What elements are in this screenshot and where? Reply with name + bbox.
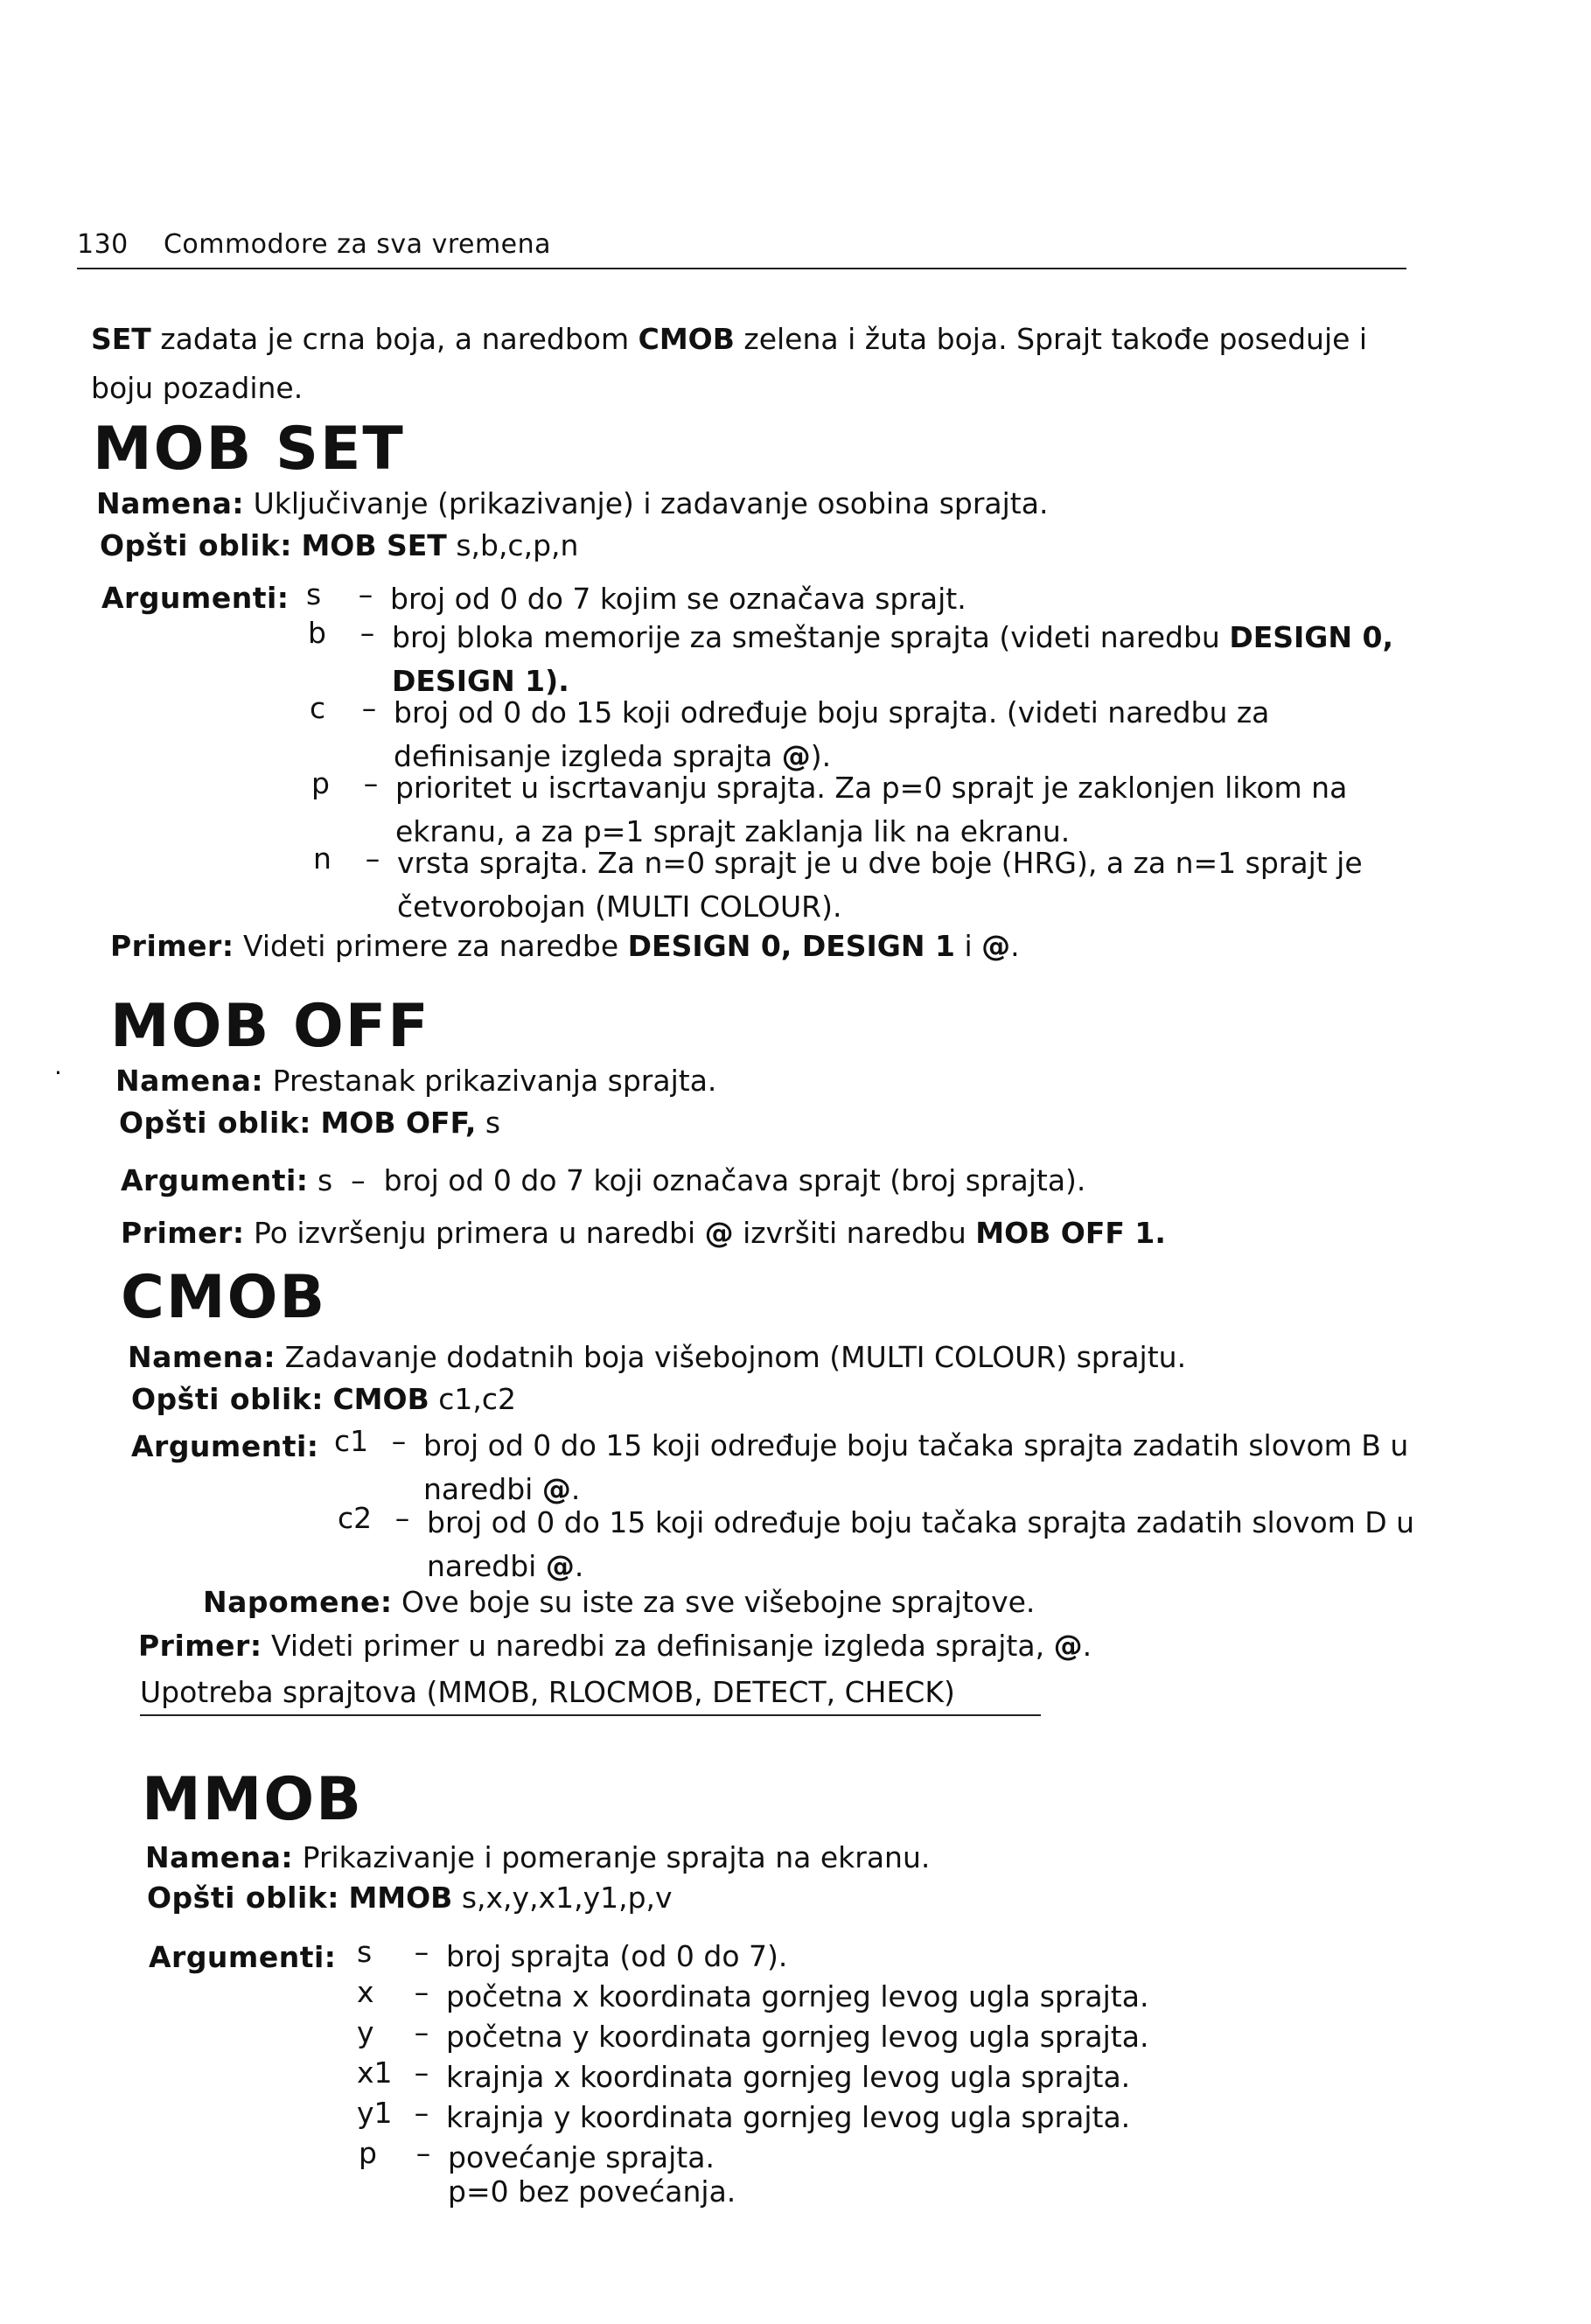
- namena-label: Namena:: [115, 1064, 264, 1098]
- mmob-extra-line: p=0 bez povećanja.: [448, 2174, 736, 2209]
- arg-text-end: ).: [810, 739, 832, 773]
- opsti-args: s: [485, 1106, 501, 1140]
- primer-text: Po izvršenju primera u naredbi: [254, 1216, 705, 1250]
- mmob-arg-y: y – početna y koordinata gornjeg levog ugla sprajta.: [357, 2015, 1148, 2059]
- opsti-label: Opšti oblik:: [100, 528, 292, 562]
- napomene-text: Ove boje su iste za sve višebojne sprajtove.: [401, 1585, 1036, 1619]
- arg-key: y1: [357, 2096, 393, 2130]
- namena-label: Namena:: [96, 486, 245, 520]
- cmob-arg-c2: c2 – broj od 0 do 15 koji određuje boju tačaka sprajta zadatih slovom D u naredbi @.: [338, 1501, 1466, 1588]
- mob-set-opsti: [100, 528, 578, 562]
- opsti-command: MOB SET: [301, 528, 447, 562]
- mob-set-argumenti-label: [101, 581, 289, 615]
- cmob-opsti: [131, 1382, 516, 1416]
- mmob-arg-s: s – broj sprajta (od 0 do 7).: [357, 1935, 787, 1979]
- namena-text: Uključivanje (prikazivanje) i zadavanje osobina sprajta.: [253, 486, 1049, 520]
- arg-key: b: [308, 616, 326, 650]
- primer-label: Primer:: [110, 929, 234, 963]
- page-header: [77, 229, 1406, 260]
- arg-key: c2: [338, 1501, 373, 1535]
- argumenti-label: Argumenti:: [101, 581, 290, 615]
- mmob-heading: MMOB: [142, 1765, 363, 1834]
- arg-text: broj od 0 do 15 koji određuje boju sprajta. (videti naredbu za definisanje izgleda sprajta: [394, 695, 1270, 773]
- arg-text: broj bloka memorije za smeštanje sprajta (videti naredbu: [392, 620, 1230, 654]
- primer-text: Videti primere za naredbe: [243, 929, 628, 963]
- arg-text: prioritet u iscrtavanju sprajta. Za p=0 sprajt je zaklonjen likom na ekranu, a za p=1 sprajt zaklanja lik na ekranu.: [395, 771, 1348, 848]
- arg-text: broj od 0 do 15 koji određuje boju tačaka sprajta zadatih slovom B u naredbi: [423, 1428, 1409, 1506]
- opsti-args: c1,c2: [438, 1382, 516, 1416]
- mob-off-heading: MOB OFF: [110, 992, 430, 1061]
- arg-text-wrap: [423, 1424, 1438, 1511]
- mob-set-arg-p: p – prioritet u iscrtavanju sprajta. Za p=0 sprajt je zaklonjen likom na ekranu, a za p=1 sprajt zaklanja lik na ekranu.: [311, 766, 1440, 854]
- arg-text-wrap: [427, 1501, 1441, 1588]
- primer-end: .: [1010, 929, 1020, 963]
- napomene-label: Napomene:: [203, 1585, 393, 1619]
- book-title: Commodore za sva vremena: [163, 229, 552, 260]
- mob-set-arg-c: c – broj od 0 do 15 koji određuje boju sprajta. (videti naredbu za definisanje izgleda sprajta @).: [310, 691, 1438, 778]
- primer-label: Primer:: [121, 1216, 245, 1250]
- arg-key: n: [313, 841, 331, 876]
- at-symbol: @: [981, 929, 1011, 963]
- mmob-arg-p: p – povećanje sprajta.: [359, 2136, 715, 2180]
- namena-text: Prestanak prikazivanja sprajta.: [272, 1064, 717, 1098]
- header-rule: [77, 268, 1406, 269]
- set-keyword: SET: [91, 322, 151, 356]
- at-symbol: @: [545, 1549, 575, 1583]
- arg-key: c: [310, 691, 326, 725]
- arg-key: s: [306, 577, 322, 611]
- arg-key: s: [357, 1935, 373, 1969]
- mmob-argumenti-label: [149, 1940, 336, 1974]
- mob-off-opsti: [119, 1106, 500, 1140]
- mmob-arg-y1: y1 – krajnja y koordinata gornjeg levog ugla sprajta.: [357, 2096, 1130, 2139]
- arg-key: x: [357, 1975, 374, 2009]
- namena-label: Namena:: [128, 1340, 276, 1374]
- mmob-arg-x: x – početna x koordinata gornjeg levog ugla sprajta.: [357, 1975, 1148, 2019]
- primer-text: Videti primer u naredbi za definisanje izgleda sprajta,: [271, 1629, 1054, 1663]
- mob-set-heading: MOB SET: [93, 415, 405, 484]
- mob-off-namena: [115, 1064, 716, 1098]
- opsti-label: Opšti oblik:: [131, 1382, 324, 1416]
- arg-key: c1: [334, 1424, 369, 1458]
- opsti-command: MMOB: [348, 1881, 453, 1915]
- arg-text: broj od 0 do 7 kojim se označava sprajt.: [390, 582, 966, 616]
- arg-text: početna x koordinata gornjeg levog ugla sprajta.: [446, 1979, 1149, 2013]
- arg-text-wrap: [392, 616, 1406, 703]
- arg-text-wrap: [394, 691, 1417, 778]
- arg-key: x1: [357, 2055, 393, 2090]
- at-symbol: @: [541, 1472, 571, 1506]
- argumenti-label: Argumenti:: [121, 1163, 309, 1197]
- arg-text: broj od 0 do 15 koji određuje boju tačaka sprajta zadatih slovom D u naredbi: [427, 1505, 1415, 1583]
- arg-key: s: [317, 1163, 333, 1197]
- mmob-opsti: [147, 1881, 673, 1915]
- mob-set-arg-n: n – vrsta sprajta. Za n=0 sprajt je u dve boje (HRG), a za n=1 sprajt je četvorobojan (MULTI COLOUR).: [313, 841, 1441, 929]
- primer-end: .: [1082, 1629, 1092, 1663]
- namena-text: Zadavanje dodatnih boja višebojnom (MULTI COLOUR) sprajtu.: [284, 1340, 1187, 1374]
- arg-text: vrsta sprajta. Za n=0 sprajt je u dve boje (HRG), a za n=1 sprajt je četvorobojan (MULTI COLOUR).: [397, 846, 1363, 924]
- at-symbol: @: [1053, 1629, 1083, 1663]
- namena-label: Namena:: [145, 1840, 294, 1874]
- opsti-label: Opšti oblik:: [147, 1881, 339, 1915]
- mob-off-primer: [121, 1216, 1166, 1250]
- cmob-napomene: [203, 1585, 1035, 1619]
- cmob-primer: [138, 1629, 1092, 1663]
- page-number: 130: [77, 229, 129, 260]
- primer-mid: i: [954, 929, 982, 963]
- primer-bold: MOB OFF 1.: [975, 1216, 1166, 1250]
- subsection-title: Upotreba sprajtova (MMOB, RLOCMOB, DETECT, CHECK): [140, 1675, 1041, 1716]
- intro-text-1: zadata je crna boja, a naredbom: [150, 322, 638, 356]
- namena-text: Prikazivanje i pomeranje sprajta na ekranu.: [302, 1840, 931, 1874]
- arg-text: krajnja y koordinata gornjeg levog ugla sprajta.: [446, 2100, 1131, 2134]
- opsti-args: s,b,c,p,n: [456, 528, 579, 562]
- at-symbol: @: [704, 1216, 734, 1250]
- cmob-namena: [128, 1340, 1186, 1374]
- primer-label: Primer:: [138, 1629, 262, 1663]
- opsti-command: CMOB: [332, 1382, 429, 1416]
- arg-text-end: .: [570, 1472, 581, 1506]
- intro-text-2: zelena i žuta boja. Sprajt takođe poseduje i boju pozadine.: [91, 322, 1368, 405]
- intro-paragraph: [91, 315, 1420, 413]
- argumenti-label: Argumenti:: [149, 1940, 337, 1974]
- opsti-label: Opšti oblik:: [119, 1106, 311, 1140]
- arg-text: krajnja x koordinata gornjeg levog ugla sprajta.: [446, 2060, 1131, 2094]
- at-symbol: @: [781, 739, 811, 773]
- mob-set-arg-s: s – broj od 0 do 7 kojim se označava sprajt.: [306, 577, 1426, 621]
- mob-set-namena: [96, 486, 1048, 520]
- mob-set-arg-b: b – broj bloka memorije za smeštanje sprajta (videti naredbu DESIGN 0, DESIGN 1).: [308, 616, 1427, 703]
- mmob-namena: [145, 1840, 930, 1874]
- cmob-argumenti-label: [131, 1429, 318, 1463]
- arg-key: p: [359, 2136, 377, 2170]
- arg-text: početna y koordinata gornjeg levog ugla sprajta.: [446, 2020, 1149, 2054]
- arg-text: broj sprajta (od 0 do 7).: [446, 1939, 788, 1973]
- mob-off-argumenti: Argumenti: s – broj od 0 do 7 koji označava sprajt (broj sprajta).: [121, 1163, 1086, 1197]
- arg-key: p: [311, 766, 330, 800]
- primer-mid: izvršiti naredbu: [733, 1216, 976, 1250]
- argumenti-label: Argumenti:: [131, 1429, 319, 1463]
- cmob-arg-c1: c1 – broj od 0 do 15 koji određuje boju tačaka sprajta zadatih slovom B u naredbi @.: [334, 1424, 1462, 1511]
- arg-text-end: .: [574, 1549, 584, 1583]
- arg-text: broj od 0 do 7 koji označava sprajt (broj sprajta).: [383, 1163, 1086, 1197]
- arg-text: povećanje sprajta.: [448, 2140, 715, 2174]
- arg-key: y: [357, 2015, 374, 2049]
- arg-bold: DESIGN 0, DESIGN 1).: [392, 620, 1393, 698]
- opsti-args: s,x,y,x1,y1,p,v: [461, 1881, 673, 1915]
- cmob-heading: CMOB: [121, 1263, 327, 1332]
- cmob-keyword: CMOB: [638, 322, 735, 356]
- mob-set-primer: [110, 929, 1020, 963]
- opsti-command: MOB OFF,: [320, 1106, 477, 1140]
- mmob-arg-x1: x1 – krajnja x koordinata gornjeg levog ugla sprajta.: [357, 2055, 1130, 2099]
- stray-mark: ·: [54, 1058, 62, 1087]
- primer-bold: DESIGN 0, DESIGN 1: [627, 929, 955, 963]
